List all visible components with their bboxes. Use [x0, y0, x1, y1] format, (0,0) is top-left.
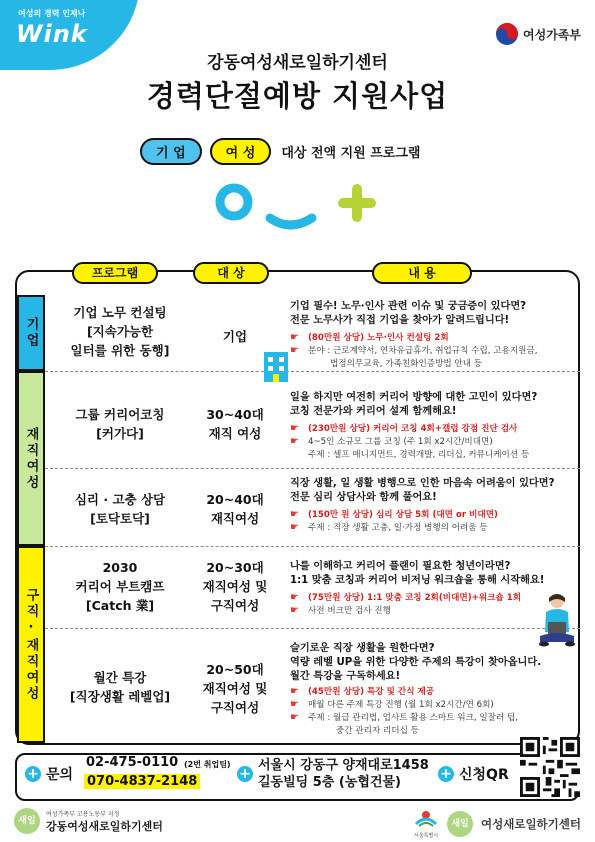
pointing-hand-icon: ☛	[290, 686, 299, 697]
program-description: 나를 이해하고 커리어 플랜이 필요한 청년이라면? 1:1 맞춤 코칭과 커리어 비저닝 워크숍을 통해 시작해요! ☛ (75만원 상당) 1:1 맞춤 코칭 2회(비대면)+워크숍 1회 ☛ 사전 버크만 검사 진행	[290, 561, 545, 616]
footer-partner-logos	[413, 808, 581, 839]
wink-logo: Wink	[16, 20, 88, 48]
phone-number-1[interactable]: 02-475-0110	[86, 755, 179, 770]
row-divider	[45, 468, 580, 469]
section-company: 기업	[17, 295, 45, 371]
pointing-hand-icon: ☛	[290, 699, 299, 710]
program-name: 심리 · 고충 상담 [토닥토닥]	[74, 492, 166, 526]
saeil-logo: 새일	[447, 811, 473, 837]
apply-label: 신청QR	[459, 767, 509, 783]
page-title: 경력단절예방 지원사업	[146, 79, 449, 113]
pointing-hand-icon: ☛	[290, 436, 299, 447]
qr-code[interactable]	[520, 737, 580, 797]
plus-icon: +	[438, 766, 454, 782]
phone-note: (2번 취업팀)	[184, 760, 231, 769]
company-target-pill: 기 업	[140, 138, 202, 165]
pointing-hand-icon: ☛	[290, 423, 299, 434]
pointing-hand-icon: ☛	[290, 345, 299, 356]
target-row	[140, 138, 420, 165]
program-description: 슬기로운 직장 생활을 원한다면? 역량 레벨 UP을 위한 다양한 주제의 특강이 찾아옵니다. 월간 특강을 구독하세요! ☛ (45만원 상당) 특강 및 간식 제공 ☛ 매월 다른 주제 특강 진행 (월 1회 x2시간/연 6회) ☛ 주제 : 월급 관리법, 업사트 활용 스마트 워크, 일잘러 팁, 중간 관리자 리더십 등	[290, 643, 542, 736]
ministry-logo	[495, 22, 581, 46]
seoul-logo: 서울특별시	[413, 808, 439, 839]
center-name: 강동여성새로일하기센터	[207, 53, 388, 73]
contact-label: 문의	[46, 767, 74, 783]
taegeuk-icon	[495, 22, 519, 46]
program-target: 30~40대 재직 여성	[206, 407, 264, 441]
pointing-hand-icon: ☛	[290, 509, 299, 520]
program-name: 그룹 커리어코칭 [커가다]	[75, 407, 165, 441]
plus-icon: +	[25, 766, 41, 782]
pointing-hand-icon: ☛	[290, 332, 299, 343]
pointing-hand-icon: ☛	[290, 712, 299, 723]
header-target: 대 상	[193, 262, 269, 284]
program-name: 2030 커리어 부트캠프 [Catch 業]	[75, 560, 165, 613]
header-program: 프로그램	[72, 262, 158, 284]
pointing-hand-icon: ☛	[290, 605, 299, 616]
pointing-hand-icon: ☛	[290, 592, 299, 603]
row-divider	[45, 371, 580, 372]
pointing-hand-icon: ☛	[290, 522, 299, 533]
ministry-name: 여성가족부	[523, 27, 581, 42]
program-name: 기업 노무 컨설팅 [지속가능한 일터를 위한 동행]	[70, 305, 170, 358]
header-content: 내 용	[372, 262, 472, 284]
brand-tagline: 여성의 경력 인재나	[18, 9, 86, 18]
program-target: 20~40대 재직여성	[206, 492, 264, 526]
phone-number-2[interactable]: 070-4837-2148	[84, 774, 200, 789]
center-name-footer: 강동여성새로일하기센터	[46, 819, 163, 833]
program-target: 20~50대 재직여성 및 구직여성	[202, 662, 268, 715]
women-target-pill: 여 성	[210, 138, 272, 165]
plus-icon: +	[237, 766, 253, 782]
program-description: 직장 생활, 일 생활 병행으로 인한 마음속 어려움이 있다면? 전문 심리 상담사와 함께 풀어요! ☛ (150만 원 상당) 심리 상담 5회 (대면 or 비대면) ☛ 주제 : 직장 생활 고충, 일·가정 병행의 어려움 등	[290, 478, 555, 533]
program-target: 기업	[222, 329, 248, 344]
saeil-logo: 새일	[14, 808, 40, 834]
section-jobseek: 구직·재직여성	[17, 546, 45, 743]
address: 서울시 강동구 양재대로1458 길동빌딩 5층 (농협건물)	[258, 758, 429, 790]
program-name: 월간 특강 [직장생활 레벨업]	[69, 670, 171, 704]
row-divider	[45, 546, 580, 547]
seoul-city-icon	[413, 808, 439, 828]
person-with-laptop-illustration	[536, 592, 578, 648]
program-description: 기업 필수! 노무·인사 관련 이슈 및 궁금증이 있다면? 전문 노무사가 직접 기업을 찾아가 알려드립니다! ☛ (80만원 상당) 노무·인사 컨설팅 2회 ☛ 분야 : 근로계약서, 연차유급휴가, 취업규칙 수립, 고용지원금, 법정의무교육, 가족친화인증방법 안내 등	[290, 301, 538, 369]
building-icon	[262, 348, 290, 382]
saeil-center-name: 여성새로일하기센터	[481, 816, 581, 831]
program-target: 20~30대 재직여성 및 구직여성	[202, 560, 268, 613]
program-description: 일을 하지만 여전히 커리어 방향에 대한 고민이 있다면? 코칭 전문가와 커리어 설계 함께해요! ☛ (230만원 상당) 커리어 코칭 4회+갤럽 강점 진단 검사 ☛ 4~5인 소규모 그룹 코칭 (주 1회 x2시간/비대면) 주제 : 셀프 매니지먼트, 경력개발, 리더십, 커뮤니케이션 등	[290, 392, 538, 460]
designation-text: 여성가족부 고용노동부 지정	[46, 810, 120, 818]
target-description: 대상 전액 지원 프로그램	[281, 146, 421, 161]
section-employed: 재직여성	[17, 371, 45, 546]
hero-graphic	[212, 180, 382, 240]
row-divider	[45, 628, 580, 629]
footer-center-logo	[14, 808, 163, 834]
